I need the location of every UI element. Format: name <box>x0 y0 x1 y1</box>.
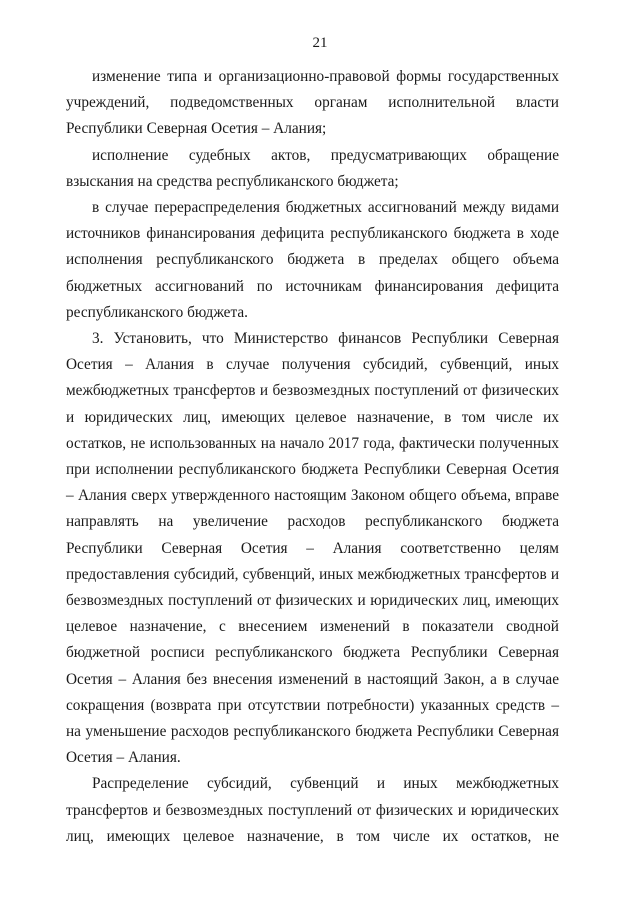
paragraph-item-3: 3. Установить, что Министерство финансов Республики Северная Осетия – Алания в случае получения субсидий, субвенций, иных межбюджетных трансфертов и безвозмездных поступлений от физических и юридических лиц, имеющих целевое назначение, в том числе их остатков, не использованных на начало 2017 года, фактически полученных при исполнении республиканского бюджета Республики Северная Осетия – Алания сверх утвержденного настоящим Законом общего объема, вправе направлять на увеличение расходов республиканского бюджета Республики Северная Осетия – Алания соответственно целям предоставления субсидий, субвенций, иных межбюджетных трансфертов и безвозмездных поступлений от физических и юридических лиц, имеющих целевое назначение, с внесением изменений в показатели сводной бюджетной росписи республиканского бюджета Республики Северная Осетия – Алания без внесения изменений в настоящий Закон, а в случае сокращения (возврата при отсутствии потребности) указанных средств – на уменьшение расходов республиканского бюджета Республики Северная Осетия – Алания. <box>66 330 559 767</box>
paragraph-redistribution: в случае перераспределения бюджетных ассигнований между видами источников финансирования дефицита республиканского бюджета в ходе исполнения республиканского бюджета в пределах общего объема бюджетных ассигнований по источникам финансирования дефицита республиканского бюджета. <box>66 199 559 321</box>
paragraph-court-acts: исполнение судебных актов, предусматривающих обращение взыскания на средства республиканского бюджета; <box>66 146 559 190</box>
page-number: 21 <box>312 35 328 51</box>
paragraph-distribution: Распределение субсидий, субвенций и иных межбюджетных трансфертов и безвозмездных поступлений от физических и юридических лиц, имеющих целевое назначение, в том числе их остатков, не <box>66 775 559 845</box>
document-body <box>66 64 559 850</box>
paragraph-reorganization: изменение типа и организационно-правовой формы государственных учреждений, подведомственных органам исполнительной власти Республики Северная Осетия – Алания; <box>66 68 559 138</box>
